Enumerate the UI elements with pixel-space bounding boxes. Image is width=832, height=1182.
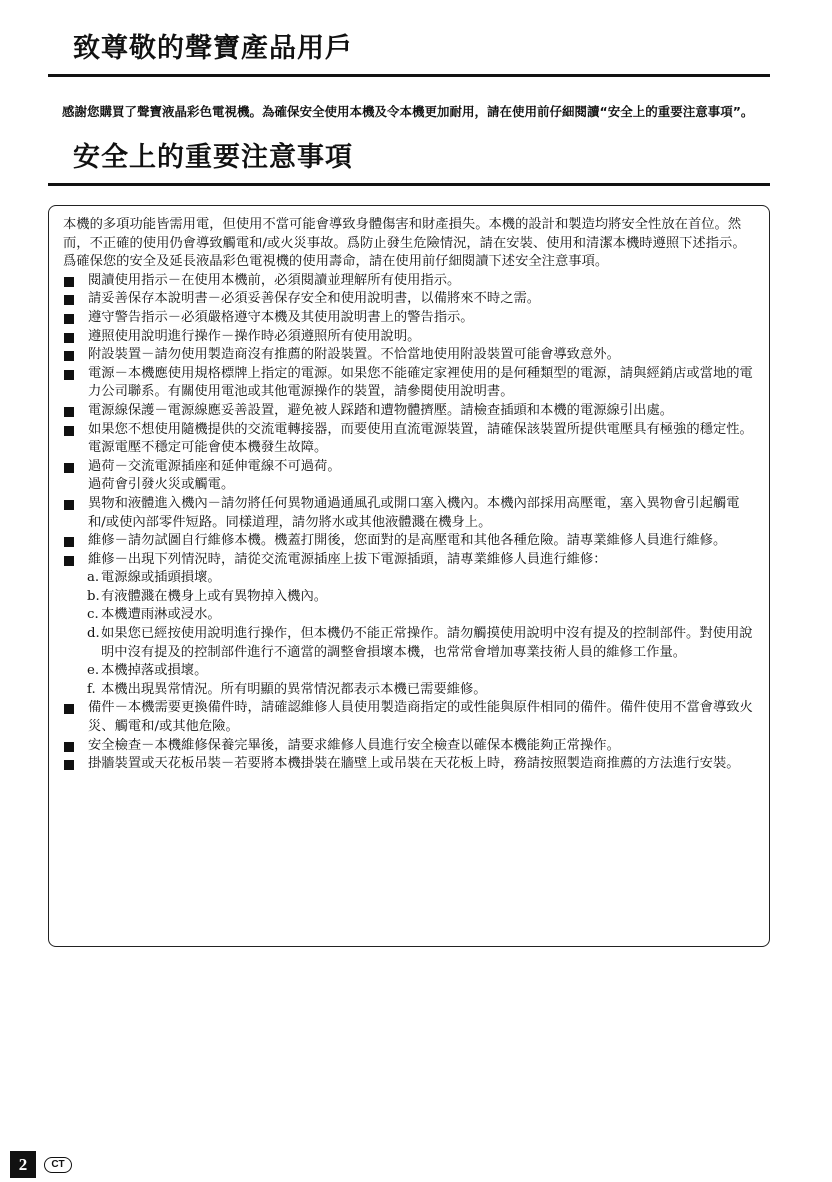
service-condition-text: 電源線或插頭損壞。 xyxy=(101,570,221,586)
safety-item-text: 遵照使用說明進行操作－操作時必須遵照所有使用說明。 xyxy=(88,328,421,344)
safety-item xyxy=(63,458,755,495)
safety-instructions-box xyxy=(48,205,770,947)
safety-item xyxy=(63,365,755,402)
safety-item xyxy=(63,402,755,421)
box-intro-text: 本機的多項功能皆需用電，但使用不當可能會導致身體傷害和財產損失。本機的設計和製造均將安全性放在首位。然而，不正確的使用仍會導致觸電和/或火災事故。爲防止發生危險情況，請在安裝、使用和清潔本機時遵照下述指示。爲確保您的安全及延長液晶彩色電視機的使用壽命，請在使用前仔細閱讀下述安全注意事項。 xyxy=(63,217,746,270)
safety-item-text: 電源線保護－電源線應妥善設置，避免被人踩踏和遭物體擠壓。請檢查插頭和本機的電源線引出處。 xyxy=(88,402,674,418)
safety-item xyxy=(63,495,755,532)
service-condition-text: 本機出現異常情況。所有明顯的異常情況都表示本機已需要維修。 xyxy=(101,681,487,697)
service-condition-item xyxy=(63,625,755,662)
safety-item xyxy=(63,346,755,365)
bullet-square-icon xyxy=(64,370,74,380)
safety-item-text: 請妥善保存本說明書－必須妥善保存安全和使用說明書，以備將來不時之需。 xyxy=(88,291,541,307)
service-condition-label: b. xyxy=(87,588,100,604)
bullet-square-icon xyxy=(64,537,74,547)
bullet-square-icon xyxy=(64,760,74,770)
safety-item xyxy=(63,551,755,570)
service-condition-list xyxy=(63,569,755,699)
service-condition-label: a. xyxy=(87,570,100,586)
safety-item-text: 電源－本機應使用規格標牌上指定的電源。如果您不能確定家裡使用的是何種類型的電源，請與經銷店或當地的電力公司聯系。有關使用電池或其他電源操作的裝置，請參閱使用說明書。 xyxy=(88,365,753,400)
safety-item-text: 維修－請勿試圖自行維修本機。機蓋打開後，您面對的是高壓電和其他各種危險。請專業維修人員進行維修。 xyxy=(88,533,727,549)
safety-item-text: 安全檢查－本機維修保養完畢後，請要求維修人員進行安全檢查以確保本機能夠正常操作。 xyxy=(88,737,620,753)
bullet-square-icon xyxy=(64,407,74,417)
page-heading-safety: 安全上的重要注意事項 xyxy=(48,141,770,186)
bullet-square-icon xyxy=(64,556,74,566)
safety-item xyxy=(63,737,755,756)
service-condition-text: 如果您已經按使用說明進行操作，但本機仍不能正常操作。請勿觸摸使用說明中沒有提及的控制部件。對使用說明中沒有提及的控制部件進行不適當的調整會損壞本機，也常常會增加專業技術人員的維修工作量。 xyxy=(101,626,753,660)
service-condition-label: e. xyxy=(87,663,100,679)
safety-item xyxy=(63,290,755,309)
bullet-square-icon xyxy=(64,704,74,714)
service-condition-item xyxy=(63,569,755,588)
bullet-square-icon xyxy=(64,463,74,473)
service-condition-text: 本機掉落或損壞。 xyxy=(101,663,208,679)
safety-item-text: 掛牆裝置或天花板吊裝－若要將本機掛裝在牆壁上或吊裝在天花板上時，務請按照製造商推薦的方法進行安裝。 xyxy=(88,756,740,772)
bullet-square-icon xyxy=(64,742,74,752)
safety-item xyxy=(63,309,755,328)
safety-item-list-continued xyxy=(63,699,755,773)
service-condition-item xyxy=(63,662,755,681)
service-condition-label: f. xyxy=(87,681,96,697)
service-condition-item xyxy=(63,681,755,700)
safety-item xyxy=(63,421,755,458)
bullet-square-icon xyxy=(64,333,74,343)
safety-item-list xyxy=(63,272,755,570)
safety-item-text: 如果您不想使用隨機提供的交流電轉接器，而要使用直流電源裝置，請確保該裝置所提供電壓具有極強的穩定性。電源電壓不穩定可能會使本機發生故障。 xyxy=(88,421,753,456)
safety-item-text: 附設裝置－請勿使用製造商沒有推薦的附設裝置。不恰當地使用附設裝置可能會導致意外。 xyxy=(88,347,620,363)
safety-item-text: 備件－本機需要更換備件時，請確認維修人員使用製造商指定的或性能與原件相同的備件。備件使用不當會導致火災、觸電和/或其他危險。 xyxy=(88,700,753,735)
safety-item xyxy=(63,272,755,291)
safety-item-text: 過荷－交流電源插座和延伸電線不可過荷。 過荷會引發火災或觸電。 xyxy=(88,458,341,493)
bullet-square-icon xyxy=(64,295,74,305)
service-condition-text: 有液體濺在機身上或有異物掉入機內。 xyxy=(101,588,328,604)
service-condition-item xyxy=(63,606,755,625)
safety-item-text: 維修－出現下列情況時，請從交流電源插座上拔下電源插頭，請專業維修人員進行維修： xyxy=(88,551,607,567)
service-condition-label: c. xyxy=(87,607,99,623)
safety-item-text: 異物和液體進入機內－請勿將任何異物通過通風孔或開口塞入機內。本機內部採用高壓電，塞入異物會引起觸電和/或使內部零件短路。同樣道理，請勿將水或其他液體濺在機身上。 xyxy=(88,495,740,530)
safety-item-text: 閱讀使用指示－在使用本機前，必須閱讀並理解所有使用指示。 xyxy=(88,272,461,288)
service-condition-item xyxy=(63,588,755,607)
page-number: 2 xyxy=(10,1151,36,1178)
language-badge: CT xyxy=(44,1157,72,1173)
safety-item-text: 遵守警告指示－必須嚴格遵守本機及其使用說明書上的警告指示。 xyxy=(88,309,474,325)
intro-paragraph: 感謝您購買了聲寶液晶彩色電視機。為確保安全使用本機及令本機更加耐用，請在使用前仔細閱讀“安全上的重要注意事項”。 xyxy=(62,103,754,119)
safety-item xyxy=(63,699,755,736)
page-heading-greeting: 致尊敬的聲寶產品用戶 xyxy=(48,32,770,77)
service-condition-label: d. xyxy=(87,626,100,642)
safety-item xyxy=(63,755,755,774)
service-condition-text: 本機遭雨淋或浸水。 xyxy=(101,607,221,623)
bullet-square-icon xyxy=(64,426,74,436)
bullet-square-icon xyxy=(64,314,74,324)
safety-item xyxy=(63,328,755,347)
bullet-square-icon xyxy=(64,351,74,361)
bullet-square-icon xyxy=(64,500,74,510)
bullet-square-icon xyxy=(64,277,74,287)
safety-item xyxy=(63,532,755,551)
